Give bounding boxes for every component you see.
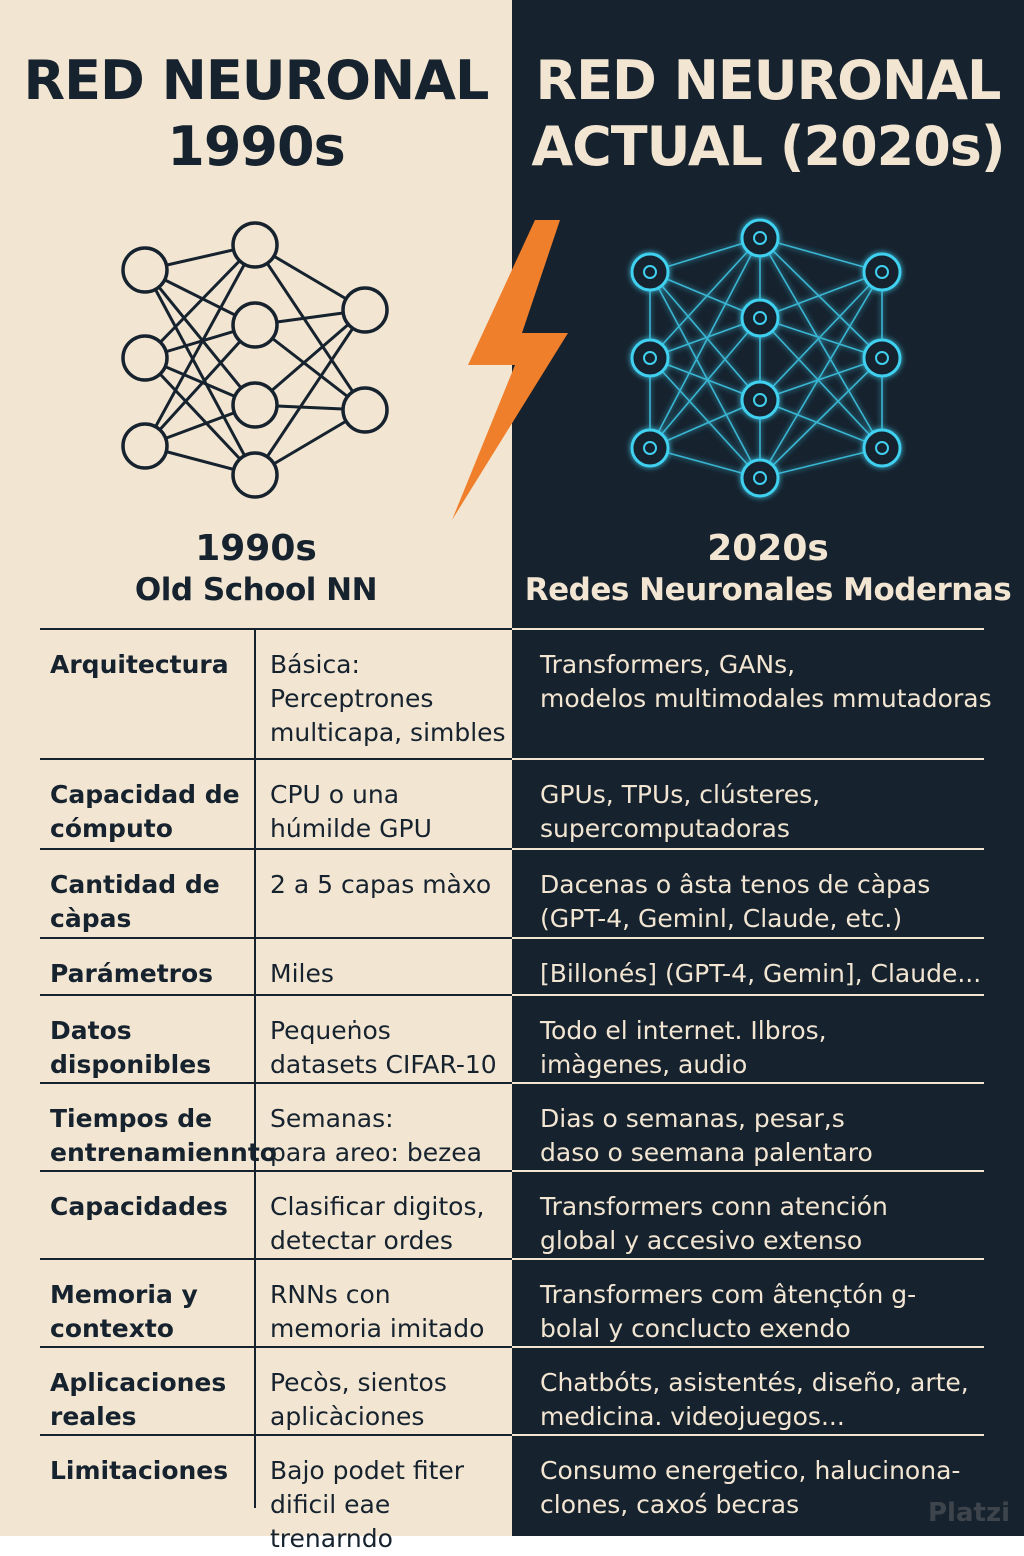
old-node	[233, 303, 277, 347]
cell-2020s	[540, 778, 1010, 846]
modern-network-diagram	[620, 210, 920, 510]
row-label-line: Tiempos de	[50, 1104, 213, 1133]
old-node	[233, 453, 277, 497]
row-label-line: cómputo	[50, 814, 173, 843]
cell-2020s-line: [Billonés] (GPT-4, Gemin], Claude...	[540, 959, 982, 988]
row-label-line: Datos	[50, 1016, 132, 1045]
cell-1990s	[270, 1366, 510, 1434]
cell-1990s-line: multicapa, simbles	[270, 718, 506, 747]
cell-1990s-line: 2 a 5 capas màxo	[270, 870, 492, 899]
row-label-line: Cantidad de	[50, 870, 220, 899]
row-label	[50, 1102, 277, 1170]
cell-1990s	[270, 1278, 510, 1346]
cell-2020s-line: (GPT-4, Geminl, Claude, etc.)	[540, 904, 903, 933]
cell-2020s-line: Chatbóts, asistentés, diseño, arte,	[540, 1368, 969, 1397]
cell-2020s-line: supercomputadoras	[540, 814, 790, 843]
cell-2020s	[540, 1190, 1010, 1258]
cell-1990s-line: Básica:	[270, 650, 360, 679]
old-node	[343, 388, 387, 432]
cell-1990s-line: aplicàciones	[270, 1402, 425, 1431]
cell-2020s	[540, 648, 1010, 716]
cell-1990s-line: memoria imitado	[270, 1314, 485, 1343]
row-label-line: Aplicaciones	[50, 1368, 227, 1397]
row-divider	[512, 848, 984, 850]
table-row	[0, 1346, 1024, 1434]
modern-node	[632, 340, 668, 376]
cell-2020s-line: Consumo energetico, halucinona-	[540, 1456, 961, 1485]
old-node	[123, 424, 167, 468]
row-label	[50, 1190, 250, 1224]
row-label	[50, 648, 250, 682]
cell-1990s-line: Bajo podet fiter	[270, 1456, 465, 1485]
modern-node	[632, 430, 668, 466]
title-2020s: RED NEURONAL ACTUAL (2020s)	[531, 49, 1005, 178]
table-row	[0, 994, 1024, 1082]
row-divider	[512, 1434, 984, 1436]
cell-2020s-line: Transformers conn atención	[540, 1192, 888, 1221]
row-divider	[40, 1258, 512, 1260]
table-row	[0, 628, 1024, 758]
cell-1990s-line: Clasificar digitos,	[270, 1192, 485, 1221]
old-node	[123, 248, 167, 292]
row-divider	[512, 1258, 984, 1260]
modern-node	[742, 460, 778, 496]
modern-node	[864, 254, 900, 290]
table-row	[0, 1082, 1024, 1170]
row-label-line: càpas	[50, 904, 132, 933]
cell-2020s-line: Dias o semanas, pesar,s	[540, 1104, 845, 1133]
cell-2020s	[540, 1102, 1010, 1170]
subtitle-year-2020s: 2020s	[707, 528, 829, 569]
cell-2020s-line: daso o seemana palentaro	[540, 1138, 873, 1167]
row-divider	[40, 758, 512, 760]
row-divider	[512, 1082, 984, 1084]
cell-1990s-line: para areo: bezea	[270, 1138, 482, 1167]
cell-1990s	[270, 1014, 510, 1082]
row-label-line: Parámetros	[50, 959, 214, 988]
cell-1990s-line: CPU o una	[270, 780, 400, 809]
row-divider	[40, 628, 512, 630]
cell-1990s	[270, 957, 510, 991]
row-label-line: Capacidades	[50, 1192, 228, 1221]
cell-2020s-line: medicina. videojuegos...	[540, 1402, 845, 1431]
cell-1990s	[270, 868, 510, 902]
subtitle-old-school-nn: Old School NN	[134, 572, 378, 608]
table-row	[0, 1258, 1024, 1346]
row-label	[50, 1278, 250, 1346]
table-row	[0, 937, 1024, 994]
row-label-line: Memoria y	[50, 1280, 198, 1309]
cell-1990s-line: datasets CIFAR-10	[270, 1050, 497, 1079]
cell-1990s-line: Pecòs, sientos	[270, 1368, 447, 1397]
row-label-line: disponibles	[50, 1050, 212, 1079]
row-label	[50, 868, 250, 936]
cell-2020s	[540, 1366, 1010, 1434]
cell-1990s-line: Semanas:	[270, 1104, 394, 1133]
row-label-line: entrenamiennto	[50, 1138, 277, 1167]
cell-1990s	[270, 648, 510, 750]
old-node	[343, 288, 387, 332]
table-row	[0, 1170, 1024, 1258]
row-divider	[512, 937, 984, 939]
platzi-watermark: Platzi	[928, 1498, 1010, 1528]
cell-1990s	[270, 778, 510, 846]
row-divider	[40, 848, 512, 850]
old-node	[233, 383, 277, 427]
cell-1990s-line: Miles	[270, 959, 334, 988]
row-divider	[512, 758, 984, 760]
cell-2020s	[540, 1278, 1010, 1346]
cell-2020s-line: GPUs, TPUs, clústeres,	[540, 780, 821, 809]
modern-node	[864, 340, 900, 376]
row-label-line: Capacidad de	[50, 780, 240, 809]
row-label	[50, 1454, 250, 1488]
cell-2020s	[540, 868, 1010, 936]
title-1990s: RED NEURONAL 1990s	[23, 49, 489, 178]
row-divider	[512, 628, 984, 630]
row-divider	[40, 1434, 512, 1436]
old-network-diagram	[110, 210, 400, 510]
cell-1990s	[270, 1190, 510, 1258]
row-label-line: reales	[50, 1402, 137, 1431]
row-divider	[40, 994, 512, 996]
table-row	[0, 758, 1024, 848]
cell-2020s-line: global y accesivo extenso	[540, 1226, 863, 1255]
row-divider	[512, 994, 984, 996]
subtitle-year-1990s: 1990s	[195, 528, 317, 569]
cell-1990s-line: Perceptrones	[270, 684, 434, 713]
row-divider	[512, 1170, 984, 1172]
row-divider	[40, 1346, 512, 1348]
modern-node	[742, 382, 778, 418]
row-divider	[40, 937, 512, 939]
old-node	[233, 223, 277, 267]
row-label-line: Limitaciones	[50, 1456, 229, 1485]
cell-1990s-line: Pequeṅos	[270, 1016, 391, 1045]
table-row	[0, 848, 1024, 937]
cell-2020s-line: Todo el internet. Ilbros,	[540, 1016, 827, 1045]
cell-2020s-line: Transformers, GANs,	[540, 650, 796, 679]
row-label-line: Arquitectura	[50, 650, 229, 679]
modern-node	[742, 220, 778, 256]
row-divider	[512, 1346, 984, 1348]
modern-node	[864, 430, 900, 466]
row-divider	[40, 1082, 512, 1084]
cell-2020s-line: Dacenas o âsta tenos de càpas	[540, 870, 931, 899]
old-node	[123, 336, 167, 380]
cell-2020s-line: modelos multimodales mmutadoras	[540, 684, 992, 713]
cell-2020s	[540, 1014, 1010, 1082]
cell-1990s-line: RNNs con	[270, 1280, 391, 1309]
row-label-line: contexto	[50, 1314, 174, 1343]
modern-node	[742, 300, 778, 336]
row-divider	[40, 1170, 512, 1172]
modern-node	[632, 254, 668, 290]
cell-1990s-line: dificil eae trenarndo	[270, 1490, 393, 1553]
row-label	[50, 1014, 250, 1082]
subtitle-modern-networks: Redes Neuronales Modernas	[524, 572, 1012, 608]
cell-2020s-line: clones, caxoś becras	[540, 1490, 800, 1519]
cell-1990s	[270, 1454, 510, 1556]
cell-2020s-line: imàgenes, audio	[540, 1050, 748, 1079]
cell-2020s-line: Transformers com âtençtón g-	[540, 1280, 917, 1309]
cell-2020s-line: bolal y conclucto exendo	[540, 1314, 851, 1343]
cell-1990s	[270, 1102, 510, 1170]
cell-1990s-line: húmilde GPU	[270, 814, 432, 843]
cell-1990s-line: detectar ordes	[270, 1226, 453, 1255]
lightning-bolt-icon	[440, 215, 580, 525]
row-label	[50, 957, 250, 991]
row-label	[50, 1366, 250, 1434]
row-label	[50, 778, 250, 846]
cell-2020s	[540, 957, 1010, 991]
table-row	[0, 1434, 1024, 1553]
